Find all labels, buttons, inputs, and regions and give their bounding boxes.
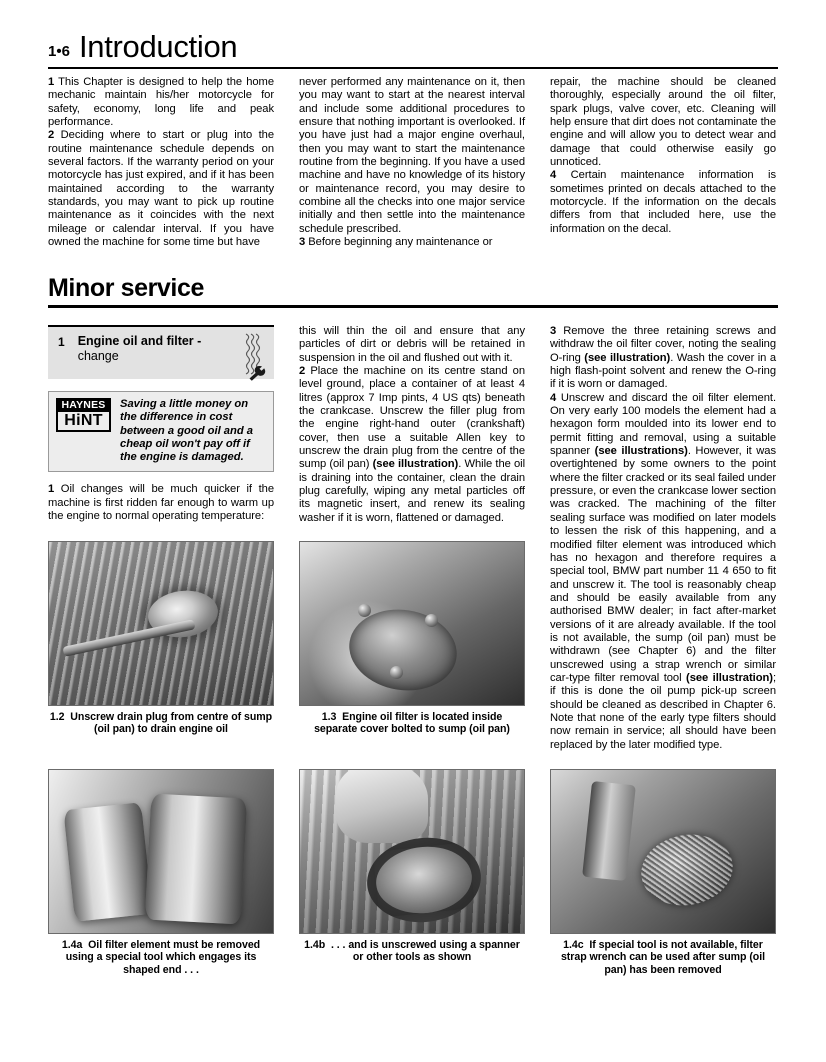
figure-number: 1.2 [49,711,65,723]
figure-image [299,541,525,706]
page-header [48,30,778,69]
paragraph: never performed any maintenance on it, then you may want to start at the nearest interval and include some additional procedures to ensure that nothing important is overlooked. If you have just had a major engine overhaul, then you may want to start the maintenance routine from the beginning. If you have a used machine and have no knowledge of its history or maintenance record, you may desire to combine all the checks into one major service initially and then settle into the maintenance schedule prescribed. [299,76,525,235]
section-heading [48,273,778,308]
procedure-title-line1: Engine oil and filter - [77,334,202,348]
figure-image [48,541,274,706]
figure-caption [48,939,274,976]
figure-number: 1.4c [563,939,584,951]
page-number: 1•6 [48,43,70,60]
procedure-title-line2: change [77,348,119,363]
section-heading-text: Minor service [48,274,204,302]
figure-image [299,769,525,934]
figure-caption-text: Engine oil filter is located inside separate cover bolted to sump (oil pan) [314,711,510,736]
paragraph: 4 Certain maintenance information is sometimes printed on decals attached to the motorcycle. If the information on the decals differs from that included here, use the information on the decal. [550,169,776,235]
header-divider [48,67,778,69]
figure-caption [299,939,525,964]
paragraph: 3 Before beginning any maintenance or [299,236,493,249]
paragraph: 1 This Chapter is designed to help the home mechanic maintain his/her motorcycle for safety, economy, long life and peak performance. [48,76,274,129]
photo-detail-tool [64,802,153,922]
photo-detail-filter [144,794,246,925]
figure-1-4b [299,769,525,976]
figure-number: 1.4a [61,939,83,951]
figure-caption [550,939,776,976]
paragraph: 2 Place the machine on its centre stand on level ground, place a container of at least 4 litres (approx 7 Imp pints, 4 US qts) beneath the crankcase. Unscrew the filler plug from the engine right-hand outer (crankshaft) cover, then use a suitable Allen key to unscrew the drain plug from the centre of the sump (oil pan) (see illustration). While the oil is draining into the container, clean the drain plug carefully, wiping any metal particles off its magnetic insert, and renew its sealing washer if it is worn, flattened or damaged. [299,365,526,524]
header-line [48,30,778,64]
paragraph: 2 Deciding where to start or plug into the routine maintenance schedule depends on several factors. If the warranty period on your motorcycle has just expired, and if it has been maintained according to the warranty standards, you may want to pick up routine maintenance as it coincides with the next mileage or calendar interval. If you have owned the machine for some time but have [48,129,274,249]
haynes-hint-text: Saving a little money on the difference in cost between a good oil and a cheap oil won't pay off if the engine is damaged. [120,398,254,464]
photo-detail-bolt [390,666,403,679]
figure-caption-text: . . . and is unscrewed using a spanner or other tools as shown [330,939,520,964]
procedure-title [78,334,202,363]
procedure-number: 1 [58,335,65,349]
page-title: Introduction [78,29,238,64]
paragraph: this will thin the oil and ensure that any particles of dirt or debris will be retained in suspension in the oil and flushed out with it. [299,325,525,364]
figure-1-4c [550,769,776,976]
figure-number: 1.3 [321,711,337,723]
intro-column-3 [550,76,776,249]
photo-detail-hand [336,769,428,843]
figure-caption [299,711,525,736]
haynes-hint-box [48,391,274,472]
spanner-icon [226,331,268,381]
intro-column-1 [48,76,274,249]
paragraph: 4 Unscrew and discard the oil filter element. On very early 100 models the element had a hexagon form moulded into its lower end to permit fitting and removal, using a suitable spanner (see illustrations). However, it was overtightened by some owners to the point where the filter cracked or its seal failed under pressure, or even the crankcase lower section was cracked. The machining of the filter sealing surface was modified on later models to lessen the risk of this happening, and a modified filter element was introduced which has no hexagon and therefore requires a special tool, BMW part number 11 4 650 to fit and unscrew it. The tool is reasonably cheap and should be easily available from any authorised BMW dealer; in fact after-market versions of it are already available. If the tool is not available, the sump (oil pan) must be withdrawn (see Chapter 6) and the filter unscrewed using a strap wrench or similar car-type filter removal tool (see illustration); if this is done the oil pump pick-up screen should be cleaned as described in Chapter 6. Note that none of the early type filters should now remain in service; all should have been replaced by the later modified type. [550,391,776,751]
figure-caption-text: Oil filter element must be removed using a special tool which engages its shaped end . . . [65,939,261,976]
paragraph: 1 Oil changes will be much quicker if the machine is first ridden far enough to warm up the engine to normal operating temperature: [48,483,274,523]
figure-row-2 [48,769,776,976]
paragraph: 3 Remove the three retaining screws and withdraw the oil filter cover, noting the sealing O-ring (see illustration). Wash the cover in a high flash-point solvent and renew the O-ring if it is worn or damaged. [550,325,777,391]
figure-caption-text: If special tool is not available, filter strap wrench can be used after sump (oil pan) has been removed [560,939,766,976]
section-divider [48,305,778,308]
intro-column-2 [299,76,525,249]
figure-image [550,769,776,934]
figure-image [48,769,274,934]
intro-columns [48,76,778,249]
figure-1-3 [299,541,525,736]
haynes-logo-bottom: HiNT [56,412,111,432]
procedure-column-3 [550,325,776,752]
haynes-logo [56,398,111,464]
figure-1-2 [48,541,274,736]
paragraph: repair, the machine should be cleaned thoroughly, especially around the oil filter, spark plugs, valve cover, etc. Cleaning will help ensure that dirt does not contaminate the engine and will allow you to detect wear and damage that could otherwise easily go unnoticed. [550,76,776,169]
haynes-logo-top: HAYNES [56,398,111,412]
figure-caption-text: Unscrew drain plug from centre of sump (oil pan) to drain engine oil [70,711,273,736]
procedure-title-box [48,325,274,379]
figure-row-1 [48,541,525,736]
figure-1-4a [48,769,274,976]
figure-caption [48,711,274,736]
figure-number: 1.4b [304,939,326,951]
